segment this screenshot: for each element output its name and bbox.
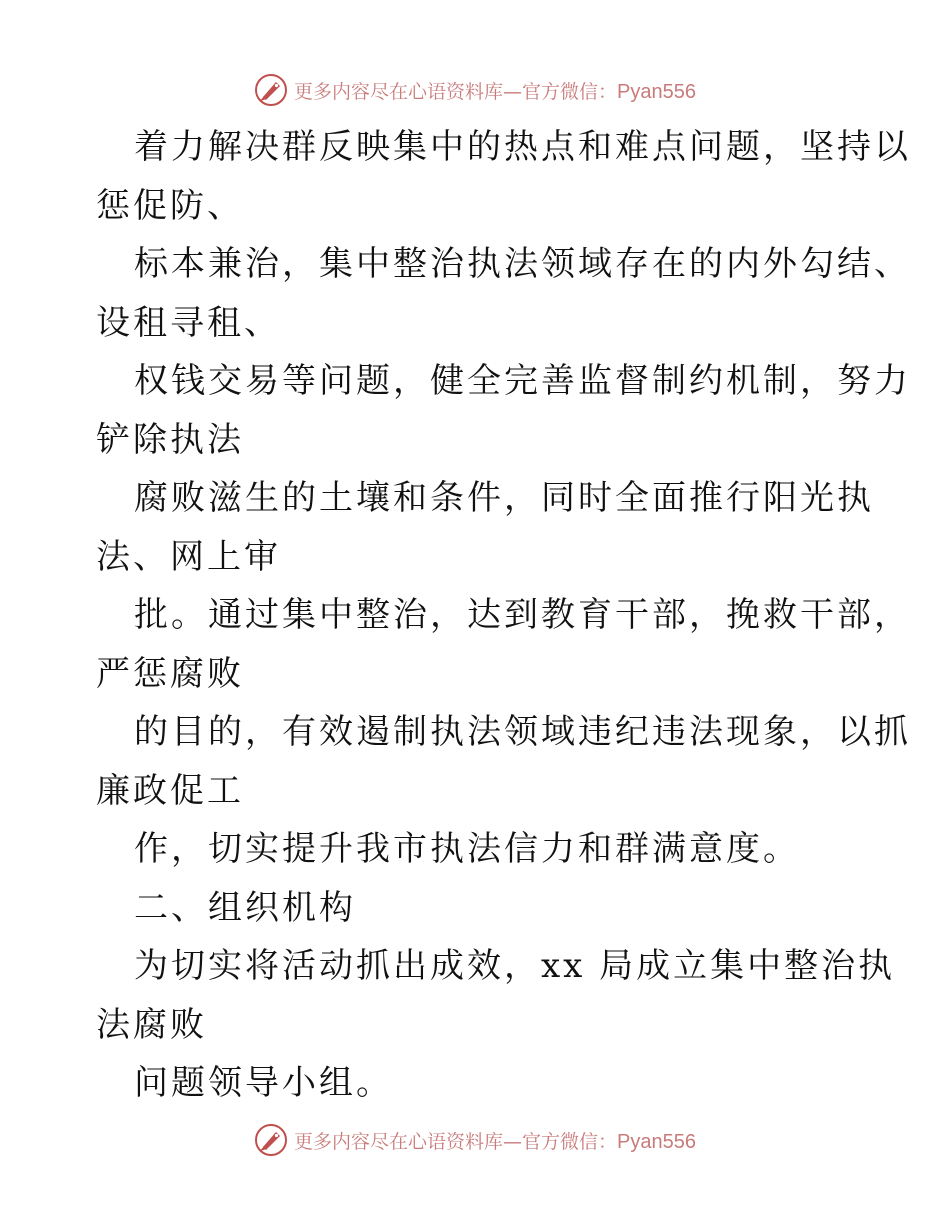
header-banner-id: Pyan556 (617, 80, 696, 103)
paragraph-line: 法腐败 (96, 1004, 207, 1045)
paragraph-line: 批。通过集中整治，达到教育干部，挽救干部， (134, 595, 911, 635)
paragraph-line: 为切实将活动抓出成效，xx 局成立集中整治执 (134, 946, 896, 986)
document-body (96, 118, 911, 1113)
header-watermark-banner (0, 70, 950, 110)
footer-watermark-banner (0, 1120, 950, 1160)
paragraph-line: 设租寻租、 (96, 302, 281, 343)
footer-banner-id: Pyan556 (617, 1130, 696, 1153)
paragraph-line: 铲除执法 (96, 419, 244, 460)
paragraph-line: 作，切实提升我市执法信力和群满意度。 (134, 829, 800, 869)
paragraph-line: 问题领导小组。 (134, 1063, 393, 1103)
paragraph-line: 腐败滋生的土壤和条件，同时全面推行阳光执 (134, 478, 874, 518)
paragraph-line: 惩促防、 (96, 185, 244, 226)
header-banner-label: 更多内容尽在心语资料库—官方微信： (294, 80, 618, 103)
paragraph-line: 严惩腐败 (96, 653, 244, 694)
footer-banner-label: 更多内容尽在心语资料库—官方微信： (294, 1130, 618, 1153)
paragraph-line: 法、网上审 (96, 536, 281, 577)
paragraph-line: 的目的，有效遏制执法领域违纪违法现象，以抓 (134, 712, 911, 752)
pen-nib-icon (254, 1123, 288, 1157)
paragraph-line: 标本兼治，集中整治执法领域存在的内外勾结、 (134, 244, 911, 284)
footer-banner-text (294, 1127, 696, 1154)
paragraph-line: 廉政促工 (96, 770, 244, 811)
header-banner-text (294, 77, 696, 104)
paragraph-line: 权钱交易等问题，健全完善监督制约机制，努力 (134, 361, 911, 401)
pen-nib-icon (254, 73, 288, 107)
paragraph-line: 着力解决群反映集中的热点和难点问题，坚持以 (134, 127, 911, 167)
paragraph-line: 二、组织机构 (134, 887, 356, 928)
